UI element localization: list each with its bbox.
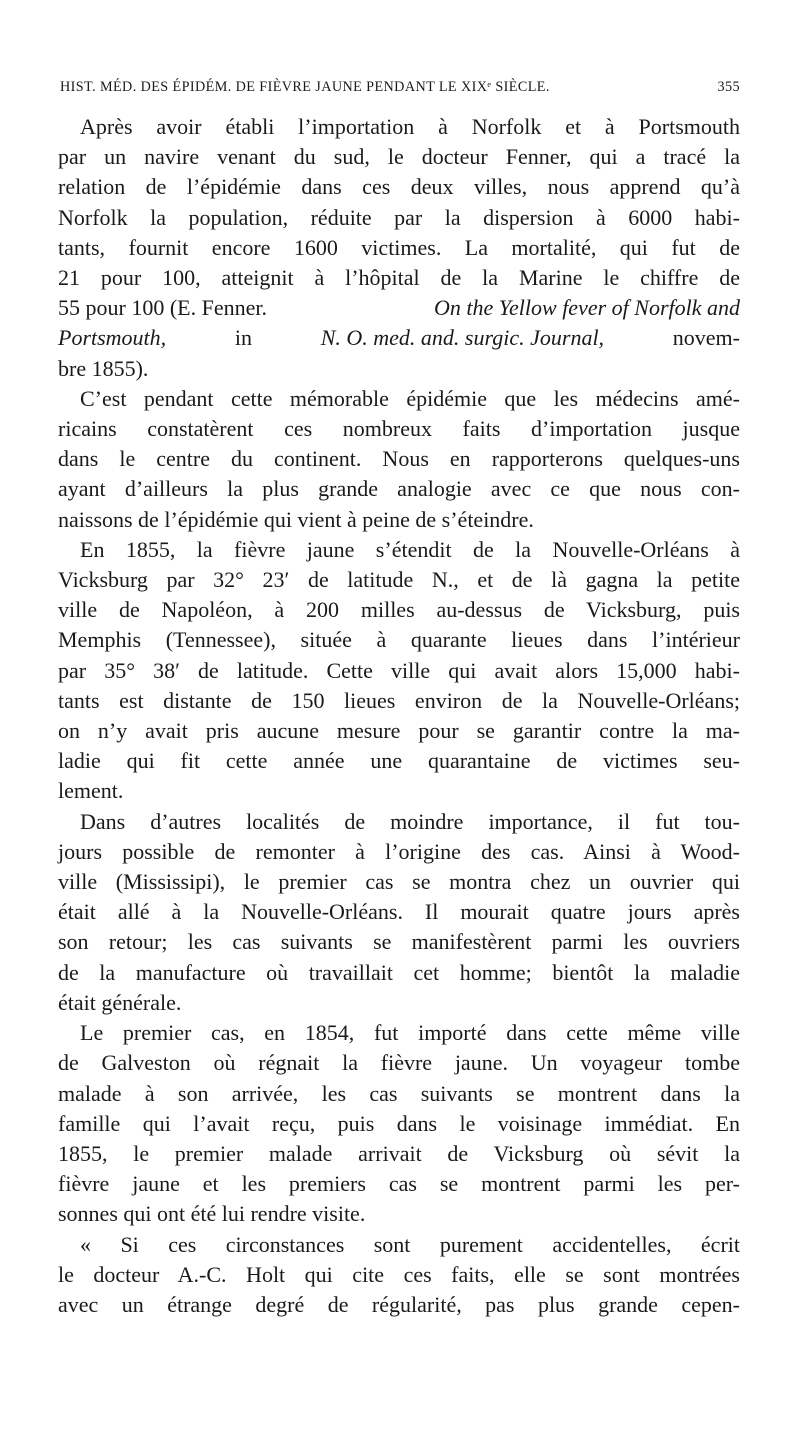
- text-line: [58, 323, 740, 353]
- text-line: par un navire venant du sud, le docteur Fenner, qui a tracé la: [58, 144, 740, 170]
- text-line: lement.: [58, 778, 124, 804]
- text-line: de Galveston où régnait la fièvre jaune. Un voyageur tombe: [58, 1050, 740, 1076]
- text-line: son retour; les cas suivants se manifestèrent parmi les ouvriers: [58, 929, 740, 955]
- text-line: de la manufacture où travaillait cet homme; bientôt la maladie: [58, 959, 740, 985]
- paragraph-1: [58, 112, 740, 384]
- page-number: 355: [717, 79, 740, 95]
- running-head: [60, 79, 740, 96]
- text-line: Le premier cas, en 1854, fut importé dans cette même ville: [80, 1020, 740, 1046]
- text-fragment: 55 pour 100 (E. Fenner.: [58, 295, 267, 321]
- text-line: Après avoir établi l’importation à Norfolk et à Portsmouth: [80, 114, 740, 139]
- text-line: Memphis (Tennessee), située à quarante lieues dans l’intérieur: [58, 627, 740, 653]
- text-line: malade à son arrivée, les cas suivants se montrent dans la: [58, 1080, 740, 1106]
- text-line: ayant d’ailleurs la plus grande analogie avec ce que nous con-: [58, 476, 740, 502]
- running-title: HIST. MÉD. DES ÉPIDÉM. DE FIÈVRE JAUNE PENDANT LE XIXᵉ SIÈCLE.: [60, 79, 550, 95]
- text-line: tants, fournit encore 1600 victimes. La mortalité, qui fut de: [58, 234, 740, 260]
- citation-title: Portsmouth,: [58, 325, 167, 351]
- text-line: ricains constatèrent ces nombreux faits d’importation jusque: [58, 416, 740, 442]
- text-line: on n’y avait pris aucune mesure pour se garantir contre la ma-: [58, 718, 740, 744]
- text-line: dans le centre du continent. Nous en rapporterons quelques-uns: [58, 446, 740, 472]
- text-line: sonnes qui ont été lui rendre visite.: [58, 1201, 366, 1227]
- text-line: fièvre jaune et les premiers cas se montrent parmi les per-: [58, 1171, 740, 1197]
- text-line: C’est pendant cette mémorable épidémie que les médecins amé-: [80, 385, 740, 411]
- text-line: ladie qui fit cette année une quarantaine de victimes seu-: [58, 748, 740, 774]
- text-line: par 35° 38′ de latitude. Cette ville qui avait alors 15,000 habi-: [58, 657, 740, 683]
- citation-title: On the Yellow fever of Norfolk and: [434, 295, 740, 321]
- text-line: était allé à la Nouvelle-Orléans. Il mourait quatre jours après: [58, 899, 740, 925]
- text-line: [58, 293, 740, 323]
- journal-title: N. O. med. and. surgic. Journal,: [320, 325, 605, 351]
- paragraph-3: [58, 535, 740, 807]
- text-line: ville (Mississipi), le premier cas se montra chez un ouvrier qui: [58, 869, 740, 895]
- body-text: [58, 112, 740, 1320]
- text-fragment: novem-: [667, 325, 740, 351]
- text-line: En 1855, la fièvre jaune s’étendit de la Nouvelle-Orléans à: [80, 536, 740, 562]
- text-line: famille qui l’avait reçu, puis dans le voisinage immédiat. En: [58, 1110, 740, 1136]
- text-line: tants est distante de 150 lieues environ de la Nouvelle-Orléans;: [58, 687, 740, 713]
- text-line: jours possible de remonter à l’origine des cas. Ainsi à Wood-: [58, 838, 740, 864]
- text-line: 21 pour 100, atteignit à l’hôpital de la Marine le chiffre de: [58, 265, 740, 291]
- text-line: relation de l’épidémie dans ces deux villes, nous apprend qu’à: [58, 174, 740, 200]
- paragraph-5: [58, 1018, 740, 1229]
- text-line: le docteur A.-C. Holt qui cite ces faits, elle se sont montrées: [58, 1261, 740, 1287]
- text-line: naissons de l’épidémie qui vient à peine de s’éteindre.: [58, 506, 534, 532]
- text-line: Norfolk la population, réduite par la dispersion à 6000 habi-: [58, 204, 740, 230]
- text-line: bre 1855).: [58, 355, 149, 381]
- text-line: 1855, le premier malade arrivait de Vicksburg où sévit la: [58, 1140, 740, 1166]
- paragraph-4: [58, 807, 740, 1018]
- text-line: « Si ces circonstances sont purement accidentelles, écrit: [80, 1231, 740, 1257]
- text-line: était générale.: [58, 989, 182, 1015]
- text-line: Vicksburg par 32° 23′ de latitude N., et de là gagna la petite: [58, 567, 740, 593]
- text-line: avec un étrange degré de régularité, pas plus grande cepen-: [58, 1291, 740, 1317]
- text-line: ville de Napoléon, à 200 milles au-dessus de Vicksburg, puis: [58, 597, 740, 623]
- text-fragment: in: [229, 325, 258, 351]
- paragraph-2: [58, 384, 740, 535]
- paragraph-6: [58, 1230, 740, 1321]
- text-line: Dans d’autres localités de moindre importance, il fut tou-: [80, 808, 740, 834]
